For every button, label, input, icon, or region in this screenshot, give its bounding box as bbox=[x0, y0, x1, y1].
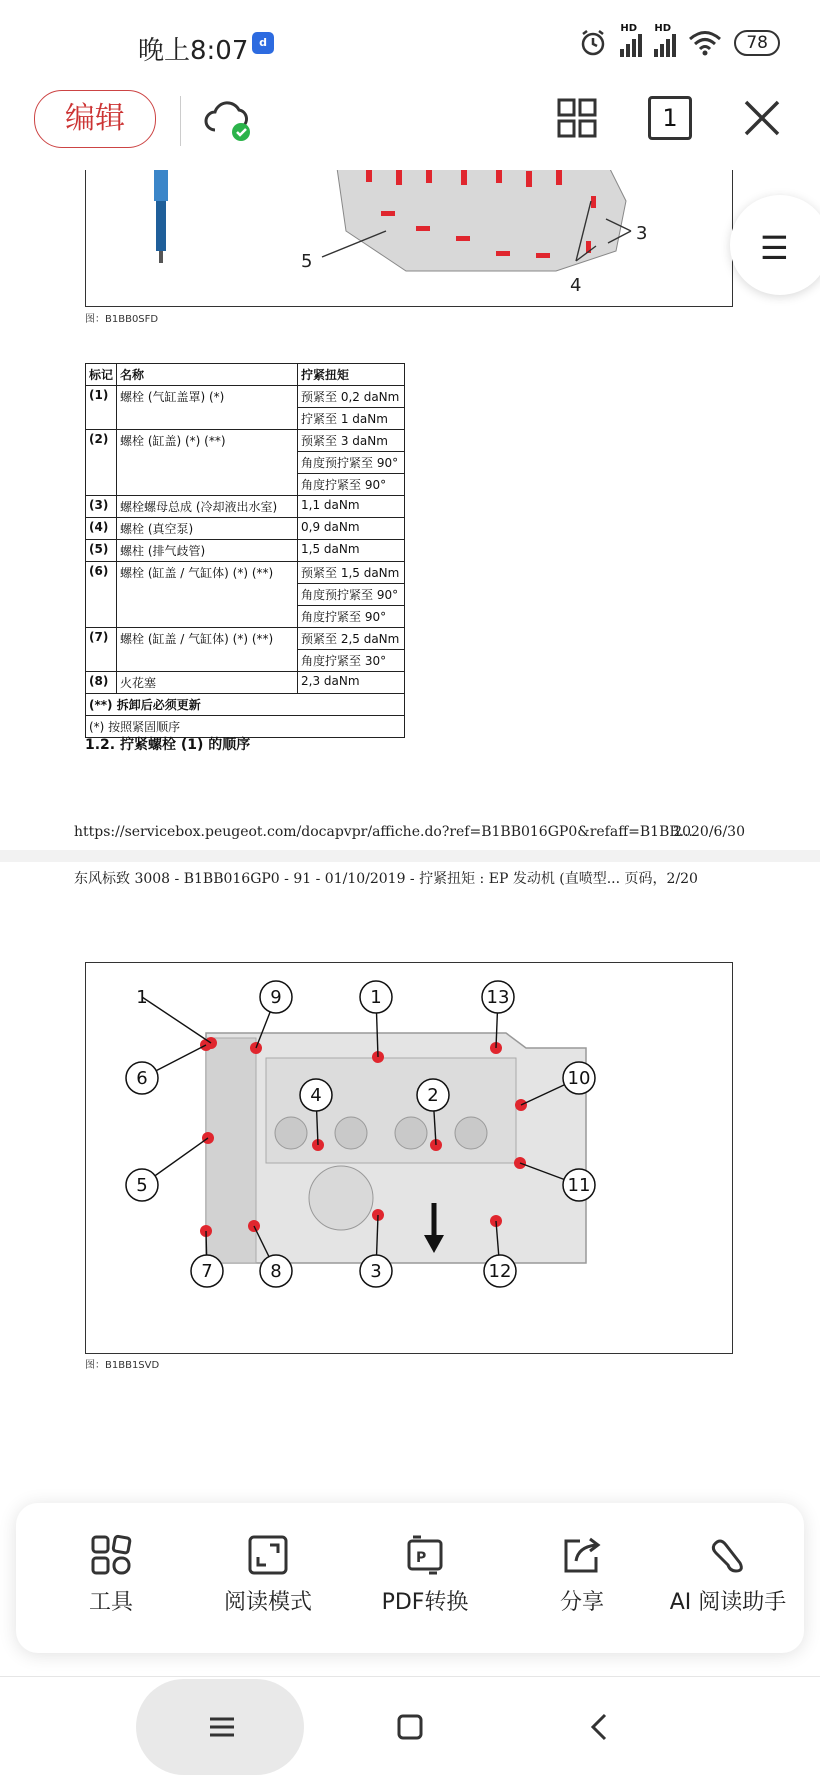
pdf-page-2 bbox=[0, 862, 820, 1500]
pdf-page-1 bbox=[0, 170, 820, 850]
table-cell: 预紧至 0,2 daNm bbox=[298, 386, 405, 408]
table-row bbox=[86, 540, 405, 562]
table-cell: 拧紧至 1 daNm bbox=[298, 408, 405, 430]
system-nav-bar bbox=[0, 1676, 820, 1777]
column-header: 标记 bbox=[86, 364, 117, 386]
page-header: 东风标致 3008 - B1BB016GP0 - 91 - 01/10/2019 - 拧紧扭矩 : EP 发动机 (直喷型... 页码，2/20 bbox=[74, 871, 698, 887]
table-cell: 1,1 daNm bbox=[298, 496, 405, 518]
svg-text:P: P bbox=[416, 1550, 427, 1566]
callout-label: 10 bbox=[567, 1068, 591, 1089]
callout-label: 4 bbox=[570, 275, 582, 296]
back-icon[interactable] bbox=[580, 1707, 620, 1747]
battery-indicator: 78 bbox=[734, 30, 780, 56]
ai-assistant-label: AI 阅读助手 bbox=[669, 1590, 787, 1615]
table-row bbox=[86, 430, 405, 452]
table-note: (*) 按照紧固顺序 bbox=[86, 716, 405, 738]
pdf-convert-button[interactable] bbox=[350, 1533, 500, 1616]
figure-caption: 图：B1BB1SVD bbox=[85, 1360, 160, 1371]
status-bar bbox=[0, 0, 820, 90]
network-label: HD bbox=[620, 23, 638, 34]
callout-label: 1 bbox=[136, 987, 148, 1008]
menu-icon: ☰ bbox=[760, 229, 789, 267]
table-cell: (5) bbox=[86, 540, 117, 562]
network-label: HD bbox=[654, 23, 672, 34]
ai-assistant-icon bbox=[706, 1533, 750, 1577]
table-row bbox=[86, 518, 405, 540]
table-cell: 螺栓 (真空泵) bbox=[117, 518, 298, 540]
grid-view-icon[interactable] bbox=[555, 96, 599, 140]
share-button[interactable] bbox=[507, 1533, 657, 1616]
torque-table bbox=[85, 363, 405, 738]
tools-button[interactable] bbox=[36, 1533, 186, 1616]
callout-label: 2 bbox=[427, 1085, 439, 1106]
table-cell: 螺栓 (缸盖 / 气缸体) (*) (**) bbox=[117, 562, 298, 628]
table-cell: 预紧至 3 daNm bbox=[298, 430, 405, 452]
table-cell: 螺栓 (气缸盖罩) (*) bbox=[117, 386, 298, 430]
edit-button[interactable]: 编辑 bbox=[34, 90, 156, 148]
table-cell: 螺栓 (缸盖) (*) (**) bbox=[117, 430, 298, 496]
cloud-sync-icon[interactable] bbox=[203, 96, 253, 144]
column-header: 拧紧扭矩 bbox=[298, 364, 405, 386]
callout-label: 6 bbox=[136, 1068, 148, 1089]
table-cell: (1) bbox=[86, 386, 117, 430]
table-cell: (2) bbox=[86, 430, 117, 496]
table-cell: (8) bbox=[86, 672, 117, 694]
tools-label: 工具 bbox=[88, 1590, 133, 1615]
table-cell: 2,3 daNm bbox=[298, 672, 405, 694]
table-row bbox=[86, 562, 405, 584]
share-label: 分享 bbox=[559, 1590, 604, 1615]
pdf-convert-label: PDF转换 bbox=[381, 1590, 469, 1615]
table-cell: 角度预拧紧至 90° bbox=[298, 584, 405, 606]
page-url: https://servicebox.peugeot.com/docapvpr/affiche.do?ref=B1BB016GP0&refaff=B1BB... bbox=[74, 824, 693, 840]
section-title: 1.2. 拧紧螺栓 (1) 的顺序 bbox=[85, 737, 251, 753]
cover-illustration bbox=[86, 963, 732, 1353]
page-date: 2020/6/30 bbox=[673, 824, 745, 840]
reading-mode-label: 阅读模式 bbox=[223, 1590, 312, 1615]
table-row bbox=[86, 628, 405, 650]
table-cell: 角度拧紧至 90° bbox=[298, 606, 405, 628]
status-icons bbox=[578, 23, 780, 58]
callout-label: 7 bbox=[201, 1261, 213, 1282]
table-note: (**) 拆卸后必须更新 bbox=[86, 694, 405, 716]
table-row bbox=[86, 496, 405, 518]
table-cell: (3) bbox=[86, 496, 117, 518]
signal-icon-2 bbox=[654, 23, 676, 57]
table-cell: 角度拧紧至 90° bbox=[298, 474, 405, 496]
column-header: 名称 bbox=[117, 364, 298, 386]
table-note-row bbox=[86, 694, 405, 716]
table-cell: (7) bbox=[86, 628, 117, 672]
app-badge-icon: d bbox=[252, 32, 274, 54]
table-cell: 1,5 daNm bbox=[298, 540, 405, 562]
table-cell: 0,9 daNm bbox=[298, 518, 405, 540]
pdf-convert-icon bbox=[403, 1533, 447, 1577]
table-cell: 螺栓 (缸盖 / 气缸体) (*) (**) bbox=[117, 628, 298, 672]
engine-illustration bbox=[86, 170, 732, 306]
callout-label: 4 bbox=[310, 1085, 322, 1106]
callout-label: 13 bbox=[486, 987, 510, 1008]
expand-icon bbox=[246, 1533, 290, 1577]
table-cell: 角度预拧紧至 90° bbox=[298, 452, 405, 474]
table-header-row bbox=[86, 364, 405, 386]
bottom-action-panel bbox=[16, 1503, 804, 1653]
table-cell: 螺柱 (排气歧管) bbox=[117, 540, 298, 562]
callout-label: 1 bbox=[370, 987, 382, 1008]
alarm-icon bbox=[578, 28, 608, 58]
home-icon[interactable] bbox=[390, 1707, 430, 1747]
table-row bbox=[86, 672, 405, 694]
callout-label: 8 bbox=[270, 1261, 282, 1282]
tools-icon bbox=[89, 1533, 133, 1577]
reading-mode-button[interactable] bbox=[193, 1533, 343, 1616]
close-icon[interactable] bbox=[740, 96, 784, 140]
menu-fab[interactable] bbox=[730, 195, 820, 295]
table-cell: 预紧至 1,5 daNm bbox=[298, 562, 405, 584]
callout-label: 3 bbox=[636, 223, 648, 244]
signal-icon-1 bbox=[620, 23, 642, 57]
callout-label: 5 bbox=[136, 1175, 148, 1196]
toolbar-divider bbox=[180, 96, 181, 146]
table-cell: (4) bbox=[86, 518, 117, 540]
cover-bolt-figure bbox=[85, 962, 733, 1354]
share-icon bbox=[560, 1533, 604, 1577]
callout-label: 3 bbox=[370, 1261, 382, 1282]
document-viewer[interactable] bbox=[0, 170, 820, 1500]
page-count-button[interactable]: 1 bbox=[648, 96, 692, 140]
table-cell: 螺栓螺母总成 (冷却液出水室) bbox=[117, 496, 298, 518]
top-toolbar bbox=[0, 90, 820, 170]
table-row bbox=[86, 386, 405, 408]
status-time: 晚上8:07 bbox=[138, 36, 249, 66]
table-cell: (6) bbox=[86, 562, 117, 628]
ai-assistant-button[interactable] bbox=[648, 1533, 808, 1616]
table-cell: 预紧至 2,5 daNm bbox=[298, 628, 405, 650]
figure-caption: 图：B1BB0SFD bbox=[85, 314, 159, 325]
wifi-icon bbox=[688, 29, 722, 57]
menu-icon[interactable] bbox=[202, 1707, 242, 1747]
callout-label: 9 bbox=[270, 987, 282, 1008]
table-cell: 角度拧紧至 30° bbox=[298, 650, 405, 672]
table-cell: 火花塞 bbox=[117, 672, 298, 694]
callout-label: 5 bbox=[301, 251, 313, 272]
callout-leader bbox=[142, 997, 211, 1043]
engine-figure-top bbox=[85, 170, 733, 307]
callout-label: 11 bbox=[567, 1175, 591, 1196]
callout-label: 12 bbox=[488, 1261, 512, 1282]
